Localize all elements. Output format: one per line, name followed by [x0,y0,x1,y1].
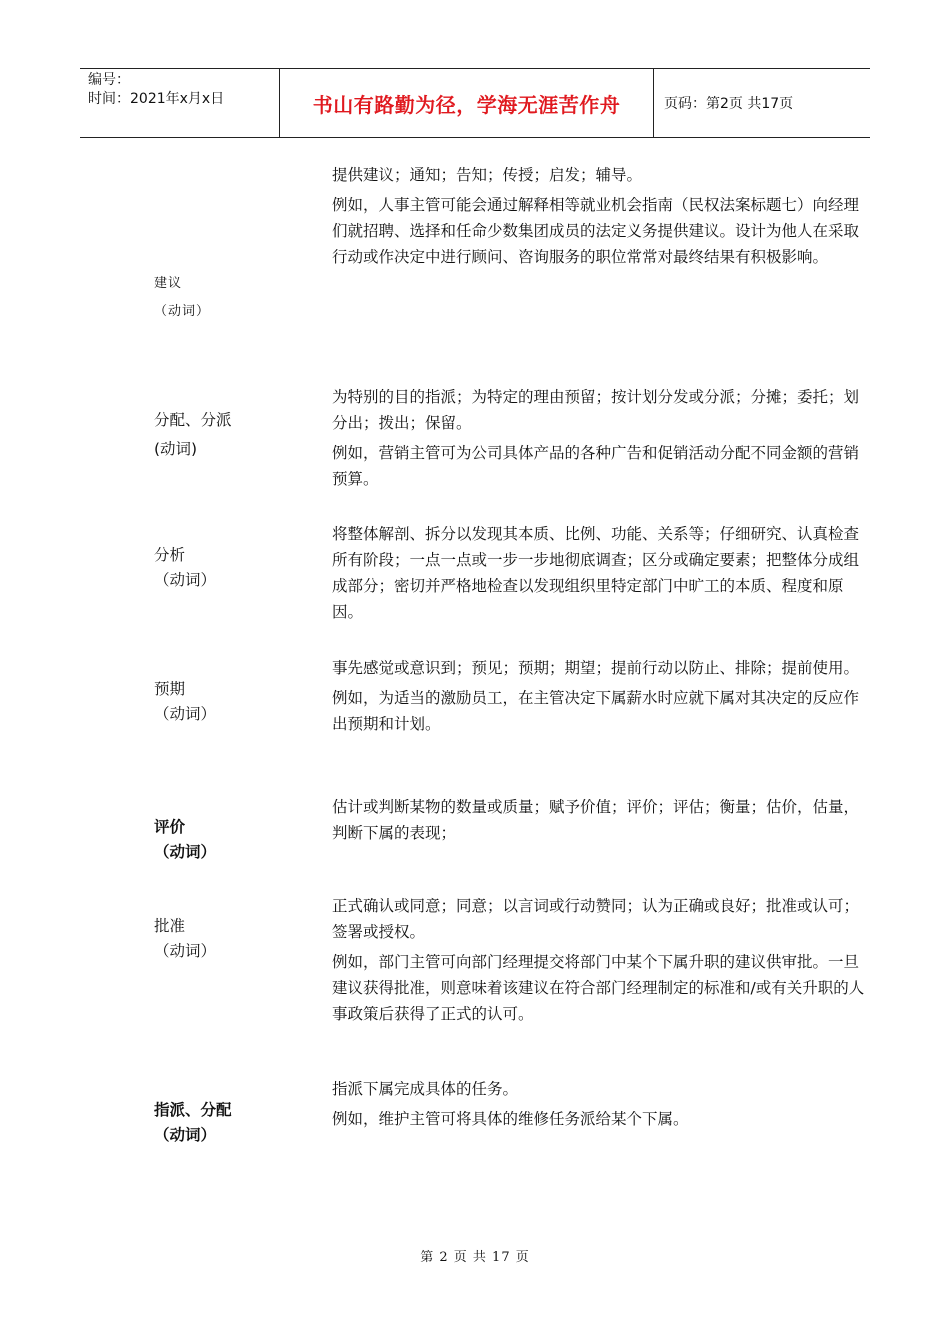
definition-text: 正式确认或同意；同意；以言词或行动赞同；认为正确或良好；批准或认可；签署或授权。 [332,897,860,941]
term-pos: （动词） [154,571,217,589]
term-block [154,408,232,462]
term-pos: （动词） [154,942,217,960]
definition-block [332,794,870,850]
example-text: 例如，人事主管可能会通过解释相等就业机会指南（民权法案标题七）向经理们就招聘、选择和任命少数集团成员的法定义务提供建议。设计为他人在采取行动或作决定中进行顾问、咨询服务的职位常常对最终结果有积极影响。 [332,196,860,266]
example-text: 例如，营销主管可为公司具体产品的各种广告和促销活动分配不同金额的营销预算。 [332,444,860,488]
definition-text: 指派下属完成具体的任务。 [332,1080,519,1098]
definition-block [332,521,870,629]
term-pos: （动词） [154,705,217,723]
header-meta [80,69,280,137]
term-block [154,543,216,593]
term-label: 分配、分派 [154,411,232,429]
term-block [154,677,216,727]
document-number-label: 编号： [88,72,130,88]
header-motto: 书山有路勤为径，学海无涯苦作舟 [280,69,654,137]
term-pos: (动词) [154,440,198,458]
term-label: 评价 [154,818,186,836]
definition-text: 估计或判断某物的数量或质量；赋予价值；评价；评估；衡量；估价，估量，判断下属的表现； [332,798,860,842]
definition-block [332,893,870,1031]
definition-text: 提供建议；通知；告知；传授；启发；辅导。 [332,166,643,184]
definition-block [332,162,870,274]
page-footer: 第 2 页 共 17 页 [420,1250,530,1265]
term-label: 指派、分配 [154,1101,232,1119]
term-pos: （动词） [154,843,217,861]
term-label: 分析 [154,546,186,564]
example-text: 例如，维护主管可将具体的维修任务派给某个下属。 [332,1110,689,1128]
term-block [154,270,210,326]
term-block [154,815,216,865]
definition-text: 事先感觉或意识到；预见；预期；期望；提前行动以防止、排除；提前使用。 [332,659,860,677]
term-label: 预期 [154,680,186,698]
definition-text: 将整体解剖、拆分以发现其本质、比例、功能、关系等；仔细研究、认真检查所有阶段；一点一点或一步一步地彻底调查；区分或确定要素；把整体分成组成部分；密切并严格地检查以发现组织里特定部门中旷工的本质、程度和原因。 [332,525,860,621]
header-page-info: 页码：第2页 共17页 [664,96,794,112]
example-text: 例如，为适当的激励员工，在主管决定下属薪水时应就下属对其决定的反应作出预期和计划。 [332,689,860,733]
definition-text: 为特别的目的指派；为特定的理由预留；按计划分发或分派；分摊；委托；划分出；拨出；保留。 [332,388,860,432]
term-pos: （动词） [154,304,211,319]
page-header [80,68,870,138]
definition-block [332,1076,870,1136]
term-pos: （动词） [154,1126,217,1144]
term-label: 批准 [154,917,186,935]
term-label: 建议 [154,276,183,291]
definition-block [332,384,870,496]
example-text: 例如，部门主管可向部门经理提交将部门中某个下属升职的建议供审批。一旦建议获得批准，则意味着该建议在符合部门经理制定的标准和/或有关升职的人事政策后获得了正式的认可。 [332,953,865,1023]
term-block [154,1098,232,1148]
definition-block [332,655,870,741]
term-block [154,914,216,964]
document-date: 时间：2021年x月x日 [88,91,225,107]
